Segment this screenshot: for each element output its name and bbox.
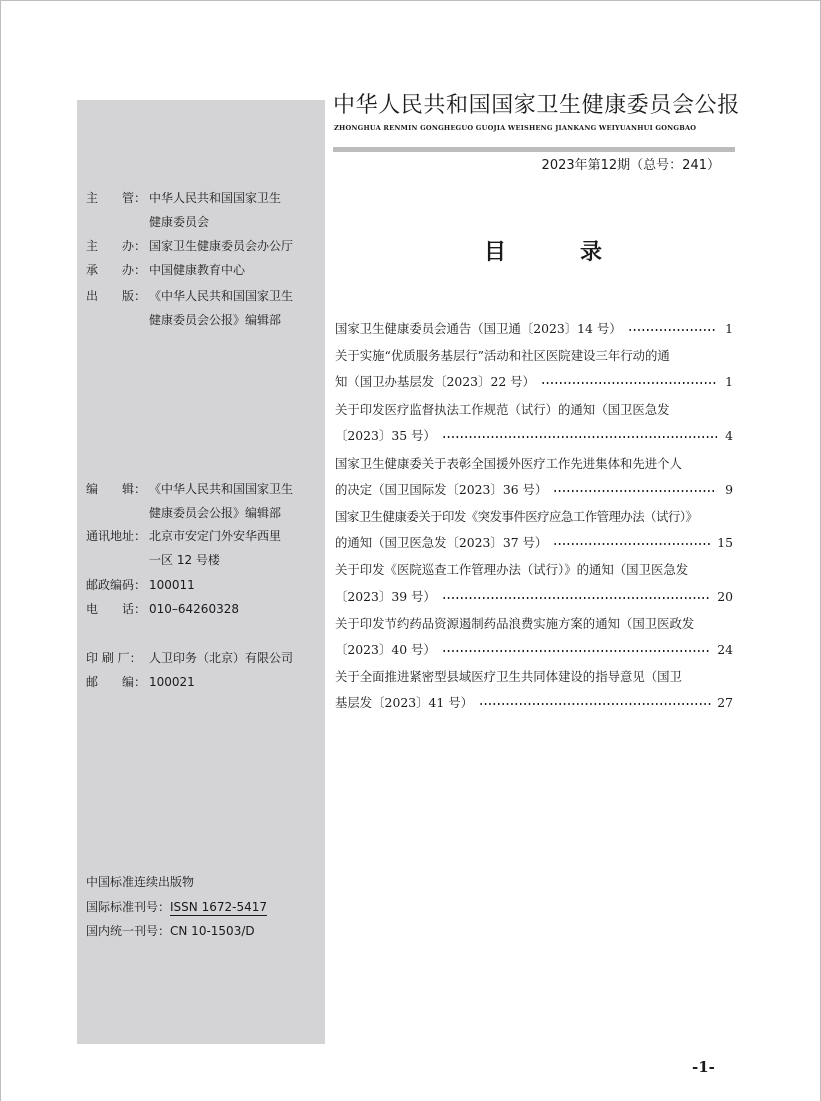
toc-entry-8-line-2[interactable]	[335, 690, 733, 716]
page-border-top	[0, 0, 821, 1]
editor-line-1: 《中华人民共和国国家卫生	[149, 482, 294, 496]
toc-leader	[442, 650, 711, 652]
toc-page-number: 9	[725, 482, 733, 497]
toc-heading: 目 录	[484, 240, 629, 265]
toc-entry-4-line-2[interactable]	[335, 477, 733, 503]
organizer-value: 中国健康教育中心	[149, 263, 246, 277]
cn-line	[86, 919, 255, 943]
address-line-2: 一区 12 号楼	[149, 553, 220, 567]
cn-value: CN 10-1503/D	[170, 924, 255, 938]
toc-entry-3-line-2[interactable]	[335, 423, 733, 449]
toc-entry-2-line-1[interactable]	[335, 343, 733, 369]
toc-page-number: 27	[717, 695, 733, 710]
toc-entry-8-line-1[interactable]	[335, 664, 733, 690]
toc-page-number: 24	[717, 642, 733, 657]
publisher-line-1: 《中华人民共和国国家卫生	[149, 289, 294, 303]
toc-entry-text: 〔2023〕39 号）	[335, 589, 436, 604]
publisher-line-2: 健康委员会公报》编辑部	[149, 313, 282, 327]
toc-page-number: 15	[717, 535, 733, 550]
toc-entry-7-line-2[interactable]	[335, 637, 733, 663]
supervisor-label: 主 管：	[86, 191, 147, 205]
toc-leader	[628, 329, 717, 331]
issn-value: ISSN 1672-5417	[170, 900, 267, 914]
toc-entry-text: 的通知（国卫医急发〔2023〕37 号）	[335, 535, 548, 550]
toc-leader	[553, 543, 711, 545]
toc-entry-2-line-2[interactable]	[335, 369, 733, 395]
toc-entry-text: 的决定（国卫国际发〔2023〕36 号）	[335, 482, 548, 497]
sponsor-label: 主 办：	[86, 239, 147, 253]
address-line-1: 北京市安定门外安华西里	[149, 529, 282, 543]
issn-line	[86, 895, 267, 919]
journal-title: 中华人民共和国国家卫生健康委员会公报	[333, 93, 740, 118]
postcode-label: 邮政编码：	[86, 578, 147, 592]
organizer-label: 承 办：	[86, 263, 147, 277]
editor-label: 编 辑：	[86, 482, 147, 496]
phone-label: 电 话：	[86, 602, 147, 616]
postcode-value: 100011	[149, 578, 195, 592]
toc-entry-text: 关于实施“优质服务基层行”活动和社区医院建设三年行动的通	[335, 348, 670, 363]
editor-line-2: 健康委员会公报》编辑部	[149, 506, 282, 520]
toc-entry-text: 关于全面推进紧密型县域医疗卫生共同体建设的指导意见（国卫	[335, 669, 682, 684]
page-border-left	[0, 0, 1, 1101]
page-number: -1-	[692, 1058, 715, 1076]
toc-leader	[479, 703, 711, 705]
toc-entry-1[interactable]	[335, 316, 733, 342]
printer-value: 人卫印务（北京）有限公司	[149, 651, 294, 665]
toc-entry-text: 知（国卫办基层发〔2023〕22 号）	[335, 374, 535, 389]
toc-entry-text: 关于印发节约药品资源遏制药品浪费实施方案的通知（国卫医政发	[335, 616, 695, 631]
toc-leader	[553, 490, 717, 492]
toc-page-number: 1	[725, 374, 733, 389]
toc-entry-3-line-1[interactable]	[335, 397, 733, 423]
toc-entry-4-line-1[interactable]	[335, 451, 733, 477]
issn-label: 国际标准刊号：	[86, 900, 171, 914]
toc-leader	[541, 382, 717, 384]
toc-page-number: 20	[717, 589, 733, 604]
issue-number: 2023年第12期（总号：241）	[541, 158, 720, 173]
toc-leader	[442, 436, 717, 438]
toc-page-number: 4	[725, 428, 733, 443]
serial-type: 中国标准连续出版物	[86, 875, 195, 889]
printer-zip-label: 邮 编：	[86, 675, 147, 689]
sponsor-value: 国家卫生健康委员会办公厅	[149, 239, 294, 253]
toc-entry-text: 关于印发《医院巡查工作管理办法（试行）》的通知（国卫医急发	[335, 562, 689, 577]
toc-leader	[442, 597, 711, 599]
phone-value: 010–64260328	[149, 602, 239, 616]
toc-entry-text: 〔2023〕35 号）	[335, 428, 436, 443]
toc-entry-5-line-1[interactable]	[335, 504, 733, 530]
cn-label: 国内统一刊号：	[86, 924, 171, 938]
toc-entry-text: 基层发〔2023〕41 号）	[335, 695, 473, 710]
toc-entry-text: 国家卫生健康委员会通告（国卫通〔2023〕14 号）	[335, 321, 622, 336]
journal-pinyin: ZHONGHUA RENMIN GONGHEGUO GUOJIA WEISHENG JIANKANG WEIYUANHUI GONGBAO	[334, 124, 697, 132]
supervisor-line-1: 中华人民共和国国家卫生	[149, 191, 282, 205]
toc-page-number: 1	[725, 321, 733, 336]
toc-entry-5-line-2[interactable]	[335, 530, 733, 556]
publisher-label: 出 版：	[86, 289, 147, 303]
toc-entry-7-line-1[interactable]	[335, 611, 733, 637]
toc-entry-6-line-2[interactable]	[335, 584, 733, 610]
supervisor-line-2: 健康委员会	[149, 215, 210, 229]
toc-entry-text: 〔2023〕40 号）	[335, 642, 436, 657]
printer-label: 印 刷 厂：	[86, 651, 142, 665]
toc-entry-text: 关于印发医疗监督执法工作规范（试行）的通知（国卫医急发	[335, 402, 670, 417]
header-rule	[333, 147, 735, 152]
toc-entry-text: 国家卫生健康委关于印发《突发事件医疗应急工作管理办法（试行）》	[335, 509, 698, 524]
printer-zip-value: 100021	[149, 675, 195, 689]
toc-entry-6-line-1[interactable]	[335, 557, 733, 583]
address-label: 通讯地址：	[86, 529, 147, 543]
toc-entry-text: 国家卫生健康委关于表彰全国援外医疗工作先进集体和先进个人	[335, 456, 682, 471]
